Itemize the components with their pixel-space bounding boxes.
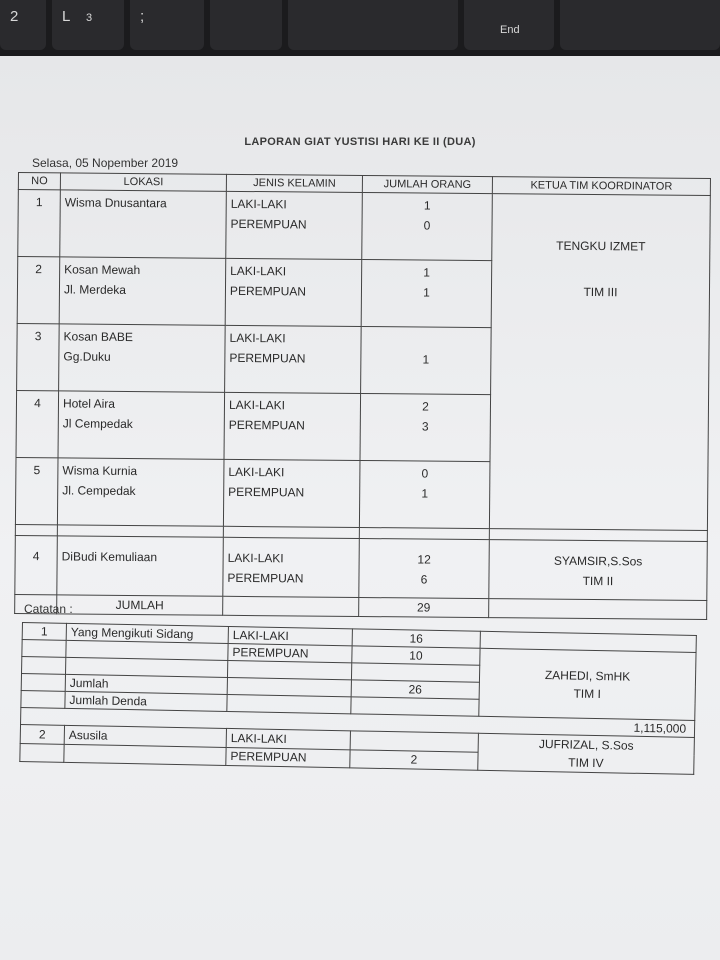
- gender-female: PEREMPUAN: [230, 216, 307, 232]
- jumlah-value: 26: [351, 680, 479, 699]
- denda-label: Jumlah Denda: [65, 691, 227, 711]
- denda-value: 1,115,000: [21, 707, 695, 737]
- gender-male: LAKI-LAKI: [226, 728, 350, 749]
- ketua-name: SYAMSIR,S.Sos: [553, 553, 643, 569]
- row-no: 5: [15, 457, 58, 524]
- ketua-cell: [489, 194, 710, 531]
- total-cell: [223, 596, 359, 616]
- empty-cell: [64, 744, 226, 766]
- row-gender: [223, 537, 360, 597]
- ketua-team: TIM III: [583, 284, 618, 300]
- row-lokasi: [60, 190, 227, 258]
- ketua-cell: [478, 733, 695, 774]
- paper-sheet: [0, 56, 720, 960]
- key-label: 3: [86, 12, 93, 24]
- gender-male: LAKI-LAKI: [228, 626, 352, 645]
- lokasi-name: Wisma Kurnia: [62, 463, 138, 479]
- report-table: [14, 172, 711, 620]
- header-no: NO: [18, 173, 60, 190]
- key-label: ;: [140, 8, 145, 25]
- gender-female: PEREMPUAN: [228, 484, 305, 500]
- report-document: [0, 56, 720, 960]
- catatan-table: [19, 622, 697, 775]
- count-male: [365, 329, 486, 350]
- keyboard-key: [0, 0, 46, 50]
- count-male: 16: [352, 629, 480, 648]
- lokasi-name: Kosan Mewah: [64, 262, 141, 278]
- keyboard-key: [130, 0, 204, 50]
- row-lokasi: [58, 391, 225, 459]
- row-gender: [223, 459, 360, 527]
- report-date: Selasa, 05 Nopember 2019: [32, 156, 179, 170]
- count-female: 0: [423, 218, 431, 233]
- ketua-cell: [489, 540, 708, 601]
- lokasi-name: Hotel Aira: [62, 396, 116, 411]
- row-no: 3: [17, 323, 60, 390]
- lokasi-name: Kosan BABE: [63, 329, 134, 345]
- key-label: End: [500, 24, 520, 36]
- count-male: 1: [423, 198, 431, 213]
- row-lokasi: DiBudi Kemuliaan: [57, 536, 224, 596]
- count-female: 1: [421, 486, 429, 501]
- count-female: 10: [352, 646, 480, 665]
- row-gender: [224, 392, 361, 460]
- empty-cell: [22, 657, 66, 675]
- total-value: 29: [359, 597, 489, 617]
- lokasi-name: Wisma Dnusantara: [64, 195, 167, 211]
- count-female: 1: [422, 352, 430, 367]
- header-jumlah-orang: JUMLAH ORANG: [362, 176, 492, 194]
- row-lokasi: [59, 257, 226, 325]
- keyboard-key: [560, 0, 720, 50]
- count-female: 1: [423, 285, 430, 300]
- count-female: 3: [421, 419, 429, 434]
- row-desc: Yang Mengikuti Sidang: [66, 623, 228, 643]
- jumlah-label: Jumlah: [65, 674, 227, 694]
- gender-male: LAKI-LAKI: [227, 550, 284, 566]
- keyboard-key: [288, 0, 458, 50]
- row-no: 1: [18, 190, 61, 257]
- row-count: [361, 260, 492, 328]
- keyboard-key: [464, 0, 554, 50]
- row-gender: [225, 325, 362, 393]
- count-male: 1: [423, 265, 431, 280]
- row-count: [359, 460, 490, 528]
- ketua-name: JUFRIZAL, S.Sos: [538, 736, 634, 753]
- spacer-cell: [15, 524, 57, 535]
- header-ketua: KETUA TIM KOORDINATOR: [492, 177, 710, 196]
- header-lokasi: LOKASI: [60, 173, 226, 191]
- row-gender: [226, 191, 363, 259]
- table-row: [18, 190, 711, 263]
- ketua-cell: [479, 648, 696, 720]
- count-male: 0: [421, 466, 429, 481]
- table-row: [15, 535, 707, 600]
- empty-cell: [21, 690, 65, 708]
- row-no: 1: [22, 623, 66, 641]
- gender-male: LAKI-LAKI: [228, 397, 286, 413]
- gender-female: PEREMPUAN: [229, 350, 306, 366]
- catatan-label: Catatan :: [24, 602, 73, 616]
- row-count: [361, 327, 492, 395]
- row-desc: Asusila: [64, 725, 226, 747]
- lokasi-address: Jl. Merdeka: [63, 282, 127, 297]
- header-jenis-kelamin: JENIS KELAMIN: [226, 174, 362, 192]
- total-label: JUMLAH: [57, 595, 223, 615]
- empty-cell: [22, 640, 66, 658]
- lokasi-address: Jl. Cempedak: [62, 483, 136, 499]
- count-male: 2: [422, 399, 429, 414]
- gender-female: PEREMPUAN: [228, 643, 352, 662]
- total-cell: [489, 599, 707, 620]
- ketua-team: TIM IV: [568, 755, 604, 771]
- report-title: LAPORAN GIAT YUSTISI HARI KE II (DUA): [244, 136, 476, 148]
- key-label: 2: [10, 8, 19, 25]
- row-count: [360, 393, 491, 461]
- empty-cell: [350, 731, 478, 752]
- count-male: 12: [417, 552, 431, 567]
- row-count: [359, 538, 490, 598]
- row-lokasi: [57, 458, 224, 526]
- key-label: L: [62, 8, 71, 25]
- gender-male: LAKI-LAKI: [230, 263, 287, 279]
- keyboard-key: [52, 0, 124, 50]
- row-no: 4: [15, 535, 58, 594]
- row-no: 2: [20, 724, 64, 743]
- ketua-team: TIM I: [573, 686, 602, 701]
- ketua-name: ZAHEDI, SmHK: [544, 667, 631, 684]
- gender-female: PEREMPUAN: [226, 747, 350, 768]
- row-no: 2: [17, 257, 60, 324]
- ketua-team: TIM II: [582, 573, 614, 589]
- gender-male: LAKI-LAKI: [228, 464, 285, 480]
- count-female: 2: [350, 749, 478, 770]
- row-lokasi: [59, 324, 226, 392]
- keyboard-key: [210, 0, 282, 50]
- empty-cell: [21, 674, 65, 692]
- row-no: 4: [16, 390, 59, 457]
- empty-cell: [20, 743, 64, 762]
- gender-female: PEREMPUAN: [228, 417, 305, 433]
- ketua-name: TENGKU IZMET: [556, 238, 646, 254]
- gender-male: LAKI-LAKI: [229, 330, 286, 346]
- count-female: 6: [420, 572, 428, 587]
- gender-male: LAKI-LAKI: [230, 196, 287, 212]
- row-gender: [225, 258, 362, 326]
- lokasi-address: Jl Cempedak: [62, 416, 133, 432]
- gender-female: PEREMPUAN: [229, 283, 307, 299]
- lokasi-address: Gg.Duku: [63, 349, 111, 364]
- gender-female: PEREMPUAN: [227, 570, 304, 586]
- row-count: [362, 193, 493, 261]
